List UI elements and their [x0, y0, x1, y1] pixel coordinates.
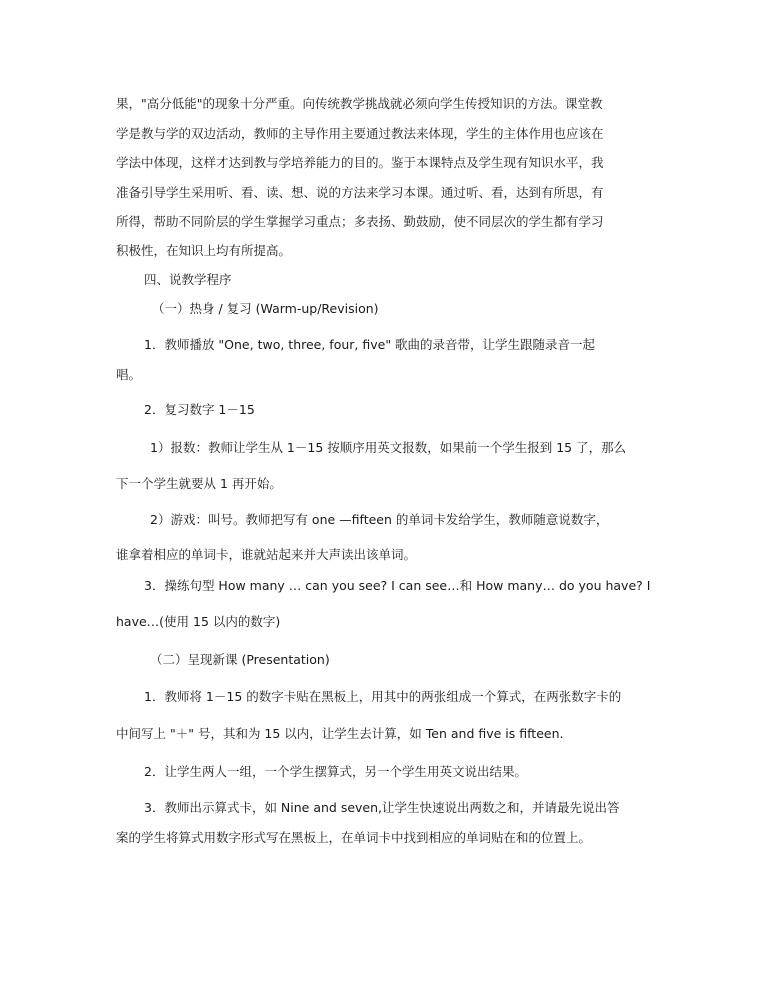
- step-3-line-1: 3．操练句型 How many … can you see? I can see…和 How many… do you have? I: [144, 578, 651, 593]
- presentation-step-1-line-1: 1．教师将 1－15 的数字卡贴在黑板上，用其中的两张组成一个算式，在两张数字卡的: [144, 689, 622, 704]
- step-2-1-line-2: 下一个学生就要从 1 再开始。: [116, 476, 282, 491]
- paragraph-line-4: 准备引导学生采用听、看、读、想、说的方法来学习本课。通过听、看，达到有所思，有: [116, 185, 604, 200]
- subsection-heading-presentation: （二）呈现新课 (Presentation): [150, 652, 330, 667]
- step-1-line-2: 唱。: [116, 367, 142, 382]
- presentation-step-3-line-1: 3．教师出示算式卡，如 Nine and seven,让学生快速说出两数之和，并请最先说出答: [144, 800, 620, 815]
- presentation-step-3-line-2: 案的学生将算式用数字形式写在黑板上，在单词卡中找到相应的单词贴在和的位置上。: [116, 830, 592, 845]
- paragraph-line-1: 果，"高分低能"的现象十分严重。向传统教学挑战就必须向学生传授知识的方法。课堂教: [116, 96, 603, 111]
- paragraph-line-2: 学是教与学的双边活动，教师的主导作用主要通过教法来体现，学生的主体作用也应该在: [116, 126, 604, 141]
- step-2-heading: 2．复习数字 1－15: [144, 402, 255, 417]
- paragraph-line-3: 学法中体现，这样才达到教与学培养能力的目的。鉴于本课特点及学生现有知识水平，我: [116, 155, 604, 170]
- step-1-line-1: 1．教师播放 "One, two, three, four, five" 歌曲的录音带，让学生跟随录音一起: [144, 337, 596, 352]
- step-3-line-2: have…(使用 15 以内的数字): [116, 614, 281, 629]
- presentation-step-2: 2．让学生两人一组，一个学生摆算式，另一个学生用英文说出结果。: [144, 764, 527, 779]
- step-2-2-line-2: 谁拿着相应的单词卡，谁就站起来并大声读出该单词。: [116, 547, 417, 562]
- paragraph-line-5: 所得，帮助不同阶层的学生掌握学习重点；多表扬、勤鼓励，使不同层次的学生都有学习: [116, 214, 604, 229]
- subsection-heading-warmup: （一）热身 / 复习 (Warm-up/Revision): [152, 301, 379, 316]
- section-heading-teaching-procedure: 四、说教学程序: [144, 272, 232, 287]
- step-2-2-line-1: 2）游戏：叫号。教师把写有 one —fifteen 的单词卡发给学生，教师随意说数字，: [150, 512, 609, 527]
- paragraph-line-6: 积极性，在知识上均有所提高。: [116, 243, 292, 258]
- step-2-1-line-1: 1）报数：教师让学生从 1－15 按顺序用英文报数，如果前一个学生报到 15 了，那么: [150, 440, 627, 455]
- presentation-step-1-line-2: 中间写上 "＋" 号，其和为 15 以内，让学生去计算，如 Ten and five is fifteen.: [116, 726, 564, 741]
